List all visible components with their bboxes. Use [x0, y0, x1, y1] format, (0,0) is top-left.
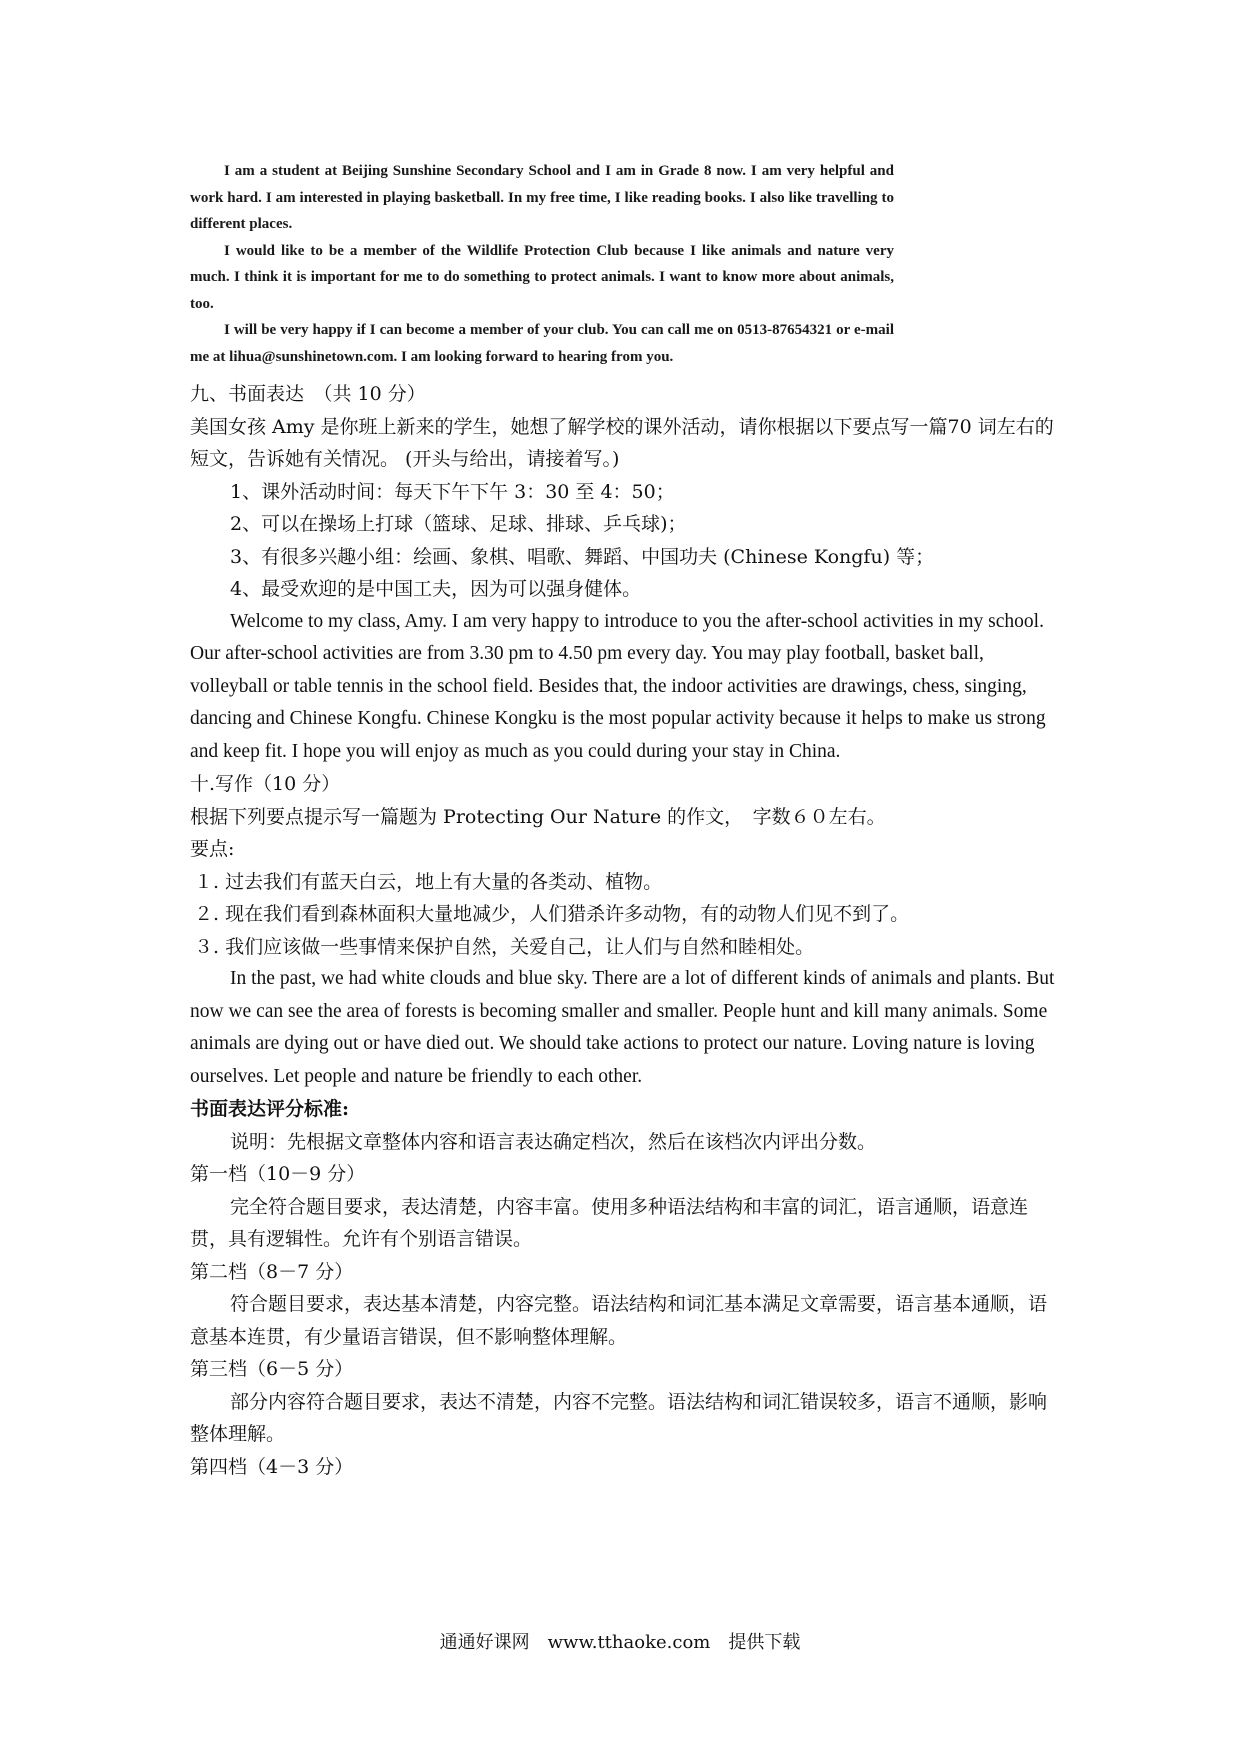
grading-level-desc: 部分内容符合题目要求，表达不清楚，内容不完整。语法结构和词汇错误较多，语言不通顺，影响整体理解。: [190, 1390, 1048, 1445]
section9-heading: 九、书面表达 （共 10 分）: [190, 383, 426, 405]
section10-prompt: 根据下列要点提示写一篇题为 Protecting Our Nature 的作文， 字数６０左右。: [190, 805, 886, 828]
letter-paragraph: I am a student at Beijing Sunshine Secondary School and I am in Grade 8 now. I am very helpful and work hard. I am interested in playing basketball. In my free time, I like reading books. I also like travelling to different places.: [190, 163, 894, 232]
grading-level-desc: 符合题目要求，表达基本清楚，内容完整。语法结构和词汇基本满足文章需要，语言基本通顺，语意基本连贯，有少量语言错误，但不影响整体理解。: [190, 1293, 1048, 1348]
grading-level-desc: 完全符合题目要求，表达清楚，内容丰富。使用多种语法结构和丰富的词汇，语言通顺，语意连贯，具有逻辑性。允许有个别语言错误。: [190, 1195, 1029, 1250]
page-footer: 通通好课网 www.tthaoke.com 提供下载: [439, 1632, 801, 1653]
section10-heading: 十.写作（10 分）: [190, 773, 341, 795]
grading-note: 说明：先根据文章整体内容和语言表达确定档次，然后在该档次内评出分数。: [230, 1130, 877, 1153]
grading-level-title: 第四档（4－3 分）: [190, 1455, 354, 1478]
letter-paragraph: I would like to be a member of the Wildlife Protection Club because I like animals and nature very much. I think it is important for me to do something to protect animals. I want to know more about animals, too.: [190, 242, 894, 312]
section9-point: 4、最受欢迎的是中国工夫，因为可以强身健体。: [230, 578, 642, 600]
section10-point: １. 过去我们有蓝天白云，地上有大量的各类动、植物。: [194, 870, 663, 893]
grading-heading: 书面表达评分标准:: [190, 1098, 350, 1120]
letter-paragraph: I will be very happy if I can become a member of your club. You can call me on 0513-87654321 or e-mail me at lihua@sunshinetown.com. I am looking forward to hearing from you.: [190, 322, 894, 365]
grading-level-title: 第二档（8－7 分）: [190, 1260, 354, 1283]
section9-prompt: 美国女孩 Amy 是你班上新来的学生，她想了解学校的课外活动，请你根据以下要点写一篇70 词左右的短文，告诉她有关情况。 (开头与给出，请接着写。): [190, 415, 1054, 470]
section10-answer: In the past, we had white clouds and blue sky. There are a lot of different kinds of animals and plants. But now we can see the area of forests is becoming smaller and smaller. People hunt and kill many animals. Some animals are dying out or have died out. We should take actions to protect our nature. Loving nature is loving ourselves. Let people and nature be friendly to each other.: [190, 968, 1055, 1087]
section9-point: 2、可以在操场上打球（篮球、足球、排球、乒乓球)；: [230, 513, 687, 535]
section9-point: 3、有很多兴趣小组：绘画、象棋、唱歌、舞蹈、中国功夫 (Chinese Kongfu) 等；: [230, 545, 935, 568]
main-text: [190, 378, 1062, 1483]
document-page: [190, 158, 1062, 1483]
section10-point: ２. 现在我们看到森林面积大量地减少，人们猎杀许多动物，有的动物人们见不到了。: [194, 903, 910, 925]
grading-level-title: 第一档（10－9 分）: [190, 1163, 366, 1185]
section9-answer: Welcome to my class, Amy. I am very happy to introduce to you the after-school activities in my school. Our after-school activities are from 3.30 pm to 4.50 pm every day. You may play football, basket ball, volleyball or table tennis in the school field. Besides that, the indoor activities are drawings, chess, singing, dancing and Chinese Kongfu. Chinese Kongku is the most popular activity because it helps to make us strong and keep fit. I hope you will enjoy as much as you could during your stay in China.: [190, 610, 1046, 762]
section10-key-label: 要点:: [190, 838, 235, 860]
section9-point: 1、课外活动时间：每天下午下午 3：30 至 4：50；: [230, 480, 675, 503]
section10-point: ３. 我们应该做一些事情来保护自然，关爱自己，让人们与自然和睦相处。: [194, 935, 815, 958]
grading-level-title: 第三档（6－5 分）: [190, 1358, 354, 1380]
scanned-letter: [190, 158, 894, 370]
